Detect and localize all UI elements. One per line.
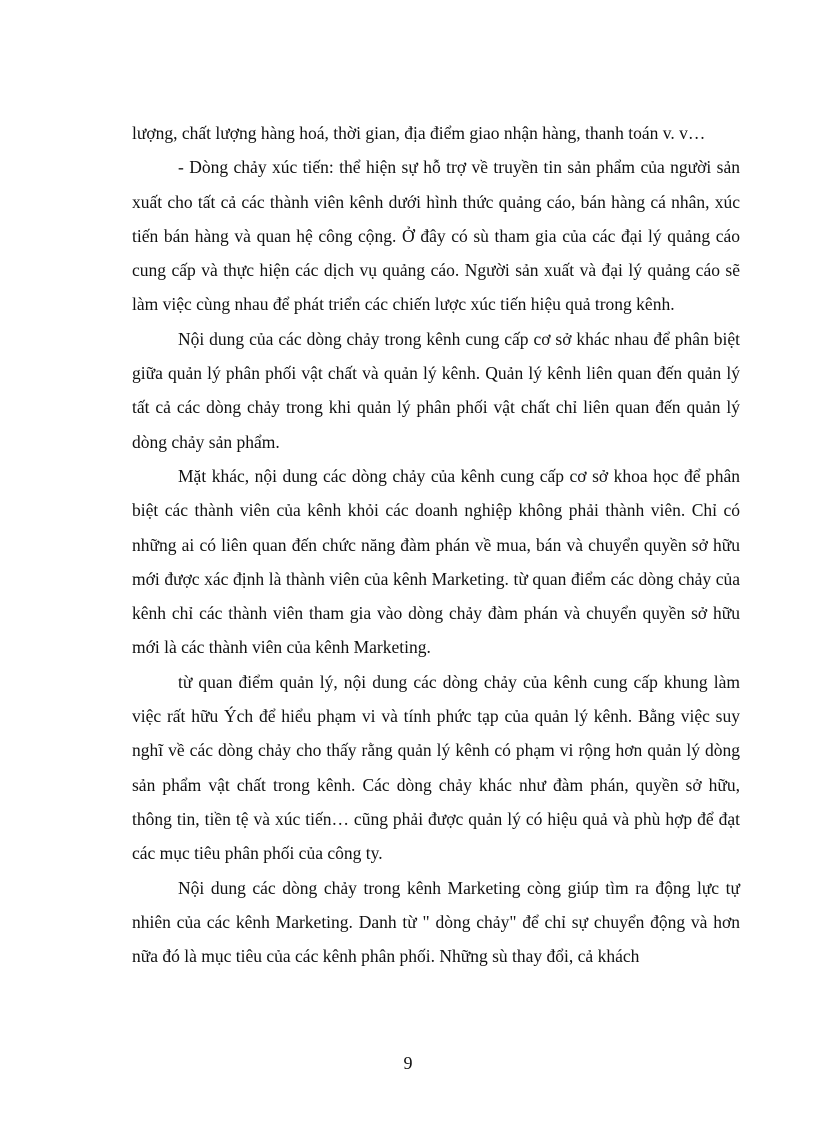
- page-number: 9: [403, 1053, 413, 1073]
- document-body: [132, 116, 740, 973]
- paragraph-6: Nội dung các dòng chảy trong kênh Marketing còng giúp tìm ra động lực tự nhiên của các kênh Marketing. Danh từ " dòng chảy" để chỉ sự chuyển động và hơn nữa đó là mục tiêu của các kênh phân phối. Những sù thay đổi, cả khách: [132, 877, 740, 967]
- paragraph-2: - Dòng chảy xúc tiến: thể hiện sự hỗ trợ về truyền tin sản phẩm của người sản xuất cho tất cả các thành viên kênh dưới hình thức quảng cáo, bán hàng cá nhân, xúc tiến bán hàng và quan hệ công cộng. Ở đây có sù tham gia của các đại lý quảng cáo cung cấp và thực hiện các dịch vụ quảng cáo. Người sản xuất và đại lý quảng cáo sẽ làm việc cùng nhau để phát triển các chiến lược xúc tiến hiệu quả trong kênh.: [132, 157, 740, 315]
- paragraph-4: Mặt khác, nội dung các dòng chảy của kênh cung cấp cơ sở khoa học để phân biệt các thành viên của kênh khỏi các doanh nghiệp không phải thành viên. Chỉ có những ai có liên quan đến chức năng đàm phán về mua, bán và chuyển quyền sở hữu mới được xác định là thành viên của kênh Marketing. từ quan điểm các dòng chảy của kênh chỉ các thành viên tham gia vào dòng chảy đàm phán và chuyển quyền sở hữu mới là các thành viên của kênh Marketing.: [132, 465, 740, 658]
- paragraph-5: từ quan điểm quản lý, nội dung các dòng chảy của kênh cung cấp khung làm việc rất hữu Ých để hiểu phạm vi và tính phức tạp của quản lý kênh. Bằng việc suy nghĩ về các dòng chảy cho thấy rằng quản lý kênh có phạm vi rộng hơn quản lý dòng sản phẩm vật chất trong kênh. Các dòng chảy khác như đàm phán, quyền sở hữu, thông tin, tiền tệ và xúc tiến… cũng phải được quản lý có hiệu quả và phù hợp để đạt các mục tiêu phân phối của công ty.: [132, 671, 740, 864]
- paragraph-1: lượng, chất lượng hàng hoá, thời gian, địa điểm giao nhận hàng, thanh toán v. v…: [132, 123, 706, 143]
- paragraph-3: Nội dung của các dòng chảy trong kênh cung cấp cơ sở khác nhau để phân biệt giữa quản lý phân phối vật chất và quản lý kênh. Quản lý kênh liên quan đến quản lý tất cả các dòng chảy trong khi quản lý phân phối vật chất chỉ liên quan đến quản lý dòng chảy sản phẩm.: [132, 328, 740, 452]
